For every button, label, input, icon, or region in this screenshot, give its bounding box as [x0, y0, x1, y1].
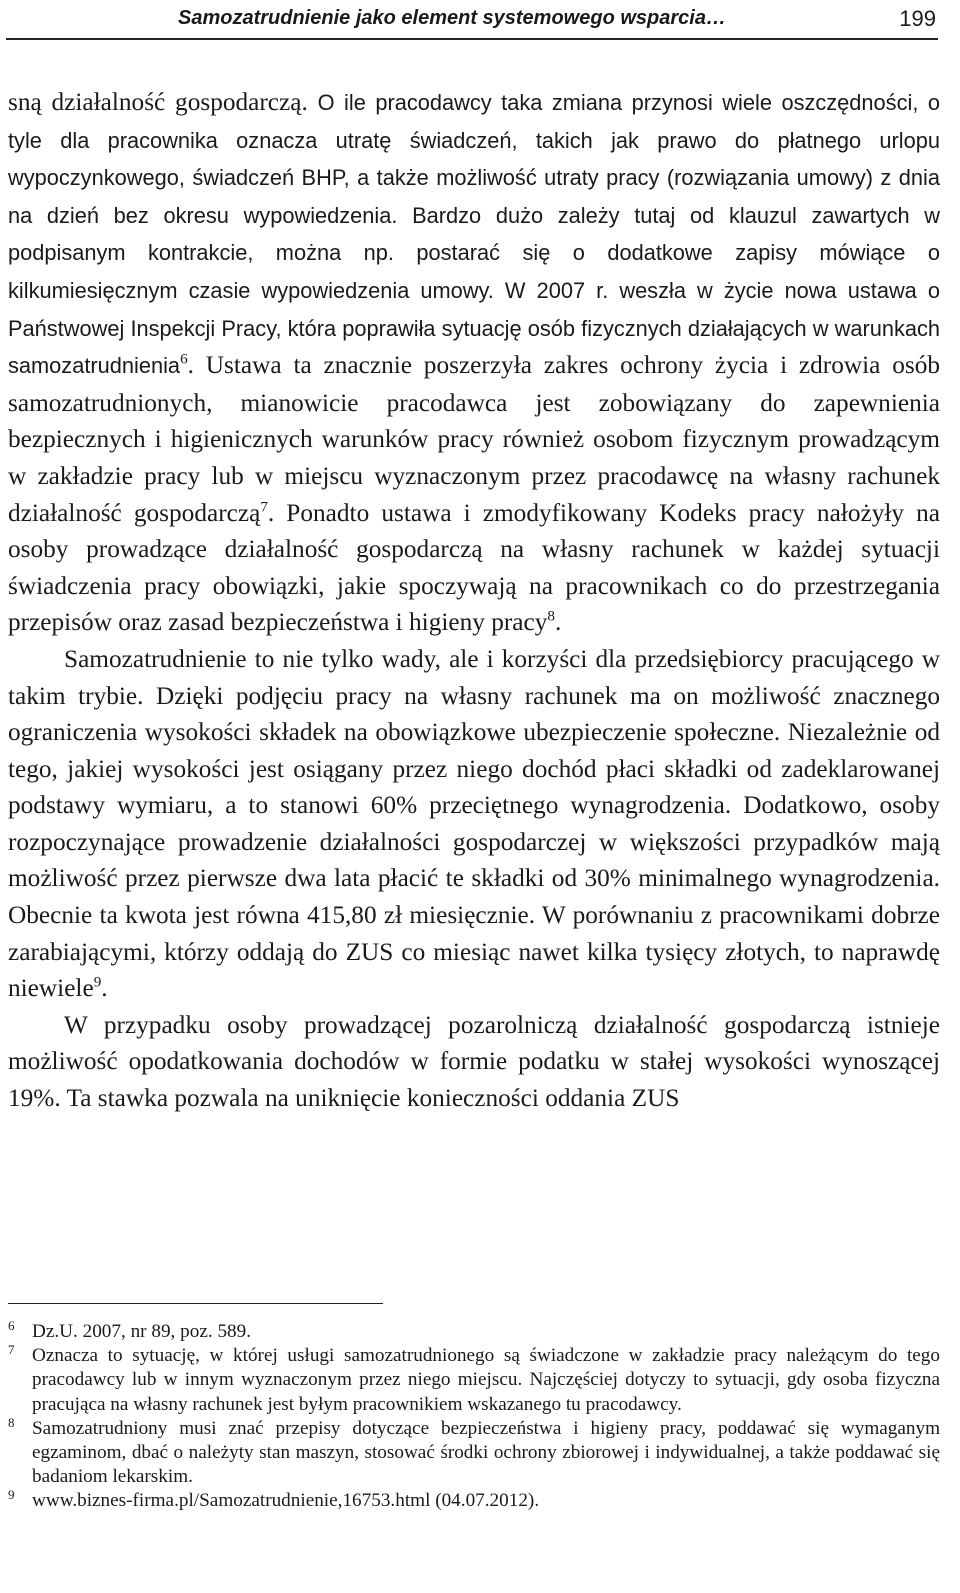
footnote-number: 7: [8, 1342, 15, 1358]
paragraph-3-text: W przypadku osoby prowadzącej pozarolniczą działalność gospodarczą istnieje możliwość opodatkowania dochodów w formie podatku w stałej wysokości wynoszącej 19%. Ta stawka pozwala na uniknięcie konieczności oddania ZUS: [8, 1010, 940, 1113]
running-title: Samozatrudnienie jako element systemowego wsparcia…: [178, 7, 726, 29]
page-number: 199: [899, 6, 936, 31]
footnote-8: [8, 1414, 940, 1490]
footnote-9: [8, 1489, 940, 1513]
paragraph-1-cont: . Ustawa ta znacznie poszerzyła zakres ochrony życia i zdrowia osób samozatrudnionych, mianowicie pracodawca jest zobowiązany do zapewnienia bezpiecznych i higienicznych warunków pracy również osobom fizycznym prowadzącym w zakładzie pracy lub w miejscu wyznaczonym przez pracodawcę na własny rachunek działalność gospodarczą: [8, 351, 940, 527]
footnote-ref-9: 9: [93, 973, 102, 991]
footnote-separator: [8, 1303, 383, 1304]
paragraph-2-end: .: [101, 974, 108, 1003]
footnote-7: [8, 1344, 940, 1417]
footnote-text: www.biznes-firma.pl/Samozatrudnienie,16753.html (04.07.2012).: [32, 1490, 540, 1512]
footnote-number: 6: [8, 1318, 15, 1333]
footnote-6: [8, 1320, 940, 1344]
paragraph-1-cont-2: . Ponadto ustawa i zmodyfikowany Kodeks pracy nałożyły na osoby prowadzące działalność gospodarczą na własny rachunek w każdej sytuacji świadczenia pracy obowiązki, jakie spoczywają na pracownikach co do przestrzegania przepisów oraz zasad bezpieczeństwa i higieny pracy: [8, 498, 940, 637]
paragraph-2-text: Samozatrudnienie to nie tylko wady, ale i korzyści dla przedsiębiorcy pracującego w takim trybie. Dzięki podjęciu pracy na własny rachunek ma on możliwość znacznego ograniczenia wysokości składek na obowiązkowe ubezpieczenie społeczne. Niezależnie od tego, jakiej wysokości jest osiągany przez niego dochód płaci składki od zadeklarowanej podstawy wymiaru, a to stanowi 60% przeciętnego wynagrodzenia. Dodatkowo, osoby rozpoczynające prowadzenie działalności gospodarczej w większości przypadków mają możliwość przez pierwsze dwa lata płacić te składki od 30% minimalnego wynagrodzenia. Obecnie ta kwota jest równa 415,80 zł miesięcznie. W porównaniu z pracownikami dobrze zarabiającymi, którzy oddają do ZUS co miesiąc nawet kilka tysięcy złotych, to naprawdę niewiele: [8, 644, 940, 1003]
footnote-number: 9: [8, 1487, 15, 1503]
footnote-ref-8: 8: [547, 607, 555, 625]
footnote-text: Oznacza to sytuację, w której usługi samozatrudnionego są świadczone w zakładzie pracy należącym do tego pracodawcy lub w innym wyznaczonym przez niego miejscu. Najczęściej dotyczy to sytuacji, gdy osoba fizyczna pracująca na własny rachunek jest byłym pracownikiem wskazanego tu pracodawcy.: [32, 1345, 940, 1415]
paragraph-1-start: sną działalność gospodarczą.: [8, 88, 318, 116]
paragraph-1-sans-segment: O ile pracodawcy taka zmiana przynosi wiele oszczędności, o tyle dla pracownika oznacza utratę świadczeń, takich jak prawo do płatnego urlopu wypoczynkowego, świadczeń BHP, a także możliwość utraty pracy (rozwiązania umowy) z dnia na dzień bez okresu wypowiedzenia. Bardzo dużo zależy tutaj od klauzul zawartych w podpisanym kontrakcie, można np. postarać się o dodatkowe zapisy mówiące o kilkumiesięcznym czasie wypowiedzenia umowy. W 2007 r. weszła w życie nowa ustawa o Państwowej Inspekcji Pracy, która poprawiła sytuację osób fizycznych działających w warunkach samozatrudnienia: [8, 90, 940, 379]
footnote-text: Samozatrudniony musi znać przepisy dotyczące bezpieczeństwa i higieny pracy, poddawać się wymaganym egzaminom, dbać o należyty stan maszyn, stosować środki ochrony zbiorowej i indywidualnej, a także poddawać się badaniom lekarskim.: [32, 1417, 940, 1488]
paragraph-2: [8, 641, 940, 1007]
paragraph-1: [8, 84, 940, 641]
paragraph-3: [8, 1007, 940, 1117]
footnote-number: 8: [8, 1414, 15, 1430]
main-text: [8, 84, 940, 1117]
footnote-ref-6: 6: [180, 350, 188, 368]
paragraph-1-end: .: [555, 608, 562, 637]
running-header: [6, 4, 938, 40]
footnotes: [8, 1320, 940, 1514]
footnote-text: Dz.U. 2007, nr 89, poz. 589.: [32, 1321, 252, 1342]
footnote-ref-7: 7: [260, 498, 268, 516]
